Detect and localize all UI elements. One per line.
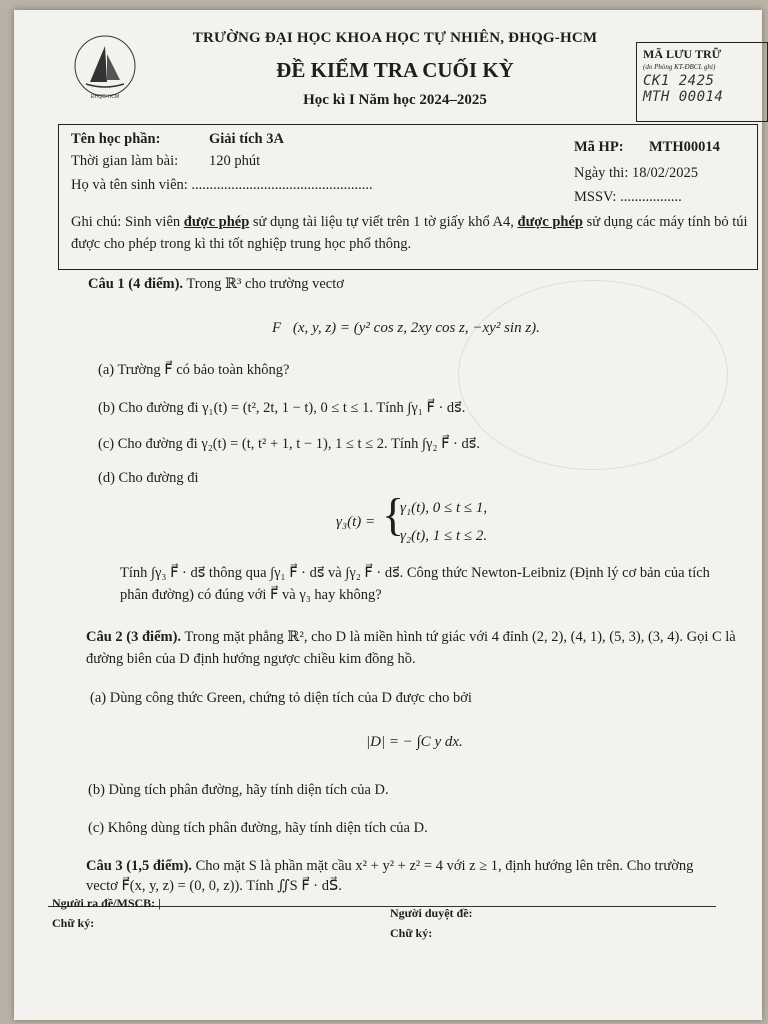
course-name-label: Tên học phần: bbox=[71, 131, 161, 147]
archive-code-box bbox=[636, 42, 768, 122]
q1-vector-field: F⃗(x, y, z) = (y² cos z, 2xy cos z, −xy² sin z). bbox=[272, 320, 540, 336]
archive-note: (do Phòng KT-ĐBCL ghi) bbox=[643, 63, 716, 71]
exam-title: ĐỀ KIỂM TRA CUỐI KỲ bbox=[276, 58, 514, 82]
exam-date: Ngày thi: 18/02/2025 bbox=[574, 165, 699, 181]
question-1-intro: Trong ℝ³ cho trường vectơ bbox=[186, 276, 344, 292]
author-signature-label: Chữ ký: bbox=[52, 916, 95, 930]
course-code-label: Mã HP: bbox=[574, 139, 624, 155]
q1-part-c: (c) Cho đường đi γ₂(t) = (t, t² + 1, t − 1), 1 ≤ t ≤ 2. Tính ∫γ₂ F⃗ · ds⃗. bbox=[98, 436, 480, 452]
question-3-text: Cho mặt S là phần mặt cầu x² + y² + z² = 4 với z ≥ 1, định hướng lên trên. Cho trường vectơ F⃗(x, y, z) = (0, 0, z)). Tính ∬S F⃗ · dS⃗. bbox=[86, 858, 694, 894]
q2-part-c: (c) Không dùng tích phân đường, hãy tính diện tích của D. bbox=[88, 820, 428, 836]
q1-gamma3-case-2: γ₂(t), 1 ≤ t ≤ 2. bbox=[400, 528, 488, 544]
logo-caption: ĐHQG-HCM bbox=[90, 94, 120, 100]
q2-area-formula: |D| = − ∫C y dx. bbox=[366, 734, 463, 750]
author-label: Người ra đề/MSCB: | bbox=[52, 896, 161, 910]
q1-gamma3-case-1: γ₁(t), 0 ≤ t ≤ 1, bbox=[400, 500, 488, 516]
note-part-3: sử dụng các máy tính bỏ túi được cho phép trong kì thi tốt nghiệp trung học phổ thông. bbox=[71, 214, 748, 252]
course-code-value: MTH00014 bbox=[649, 139, 720, 155]
archive-code-1: CK1 2425 bbox=[643, 73, 715, 89]
piecewise-brace: { bbox=[382, 489, 405, 540]
course-name-value: Giải tích 3A bbox=[209, 131, 284, 147]
semester: Học kì I Năm học 2024–2025 bbox=[303, 92, 487, 108]
q2-part-b: (b) Dùng tích phân đường, hãy tính diện tích của D. bbox=[88, 782, 389, 798]
q1-part-b: (b) Cho đường đi γ₁(t) = (t², 2t, 1 − t), 0 ≤ t ≤ 1. Tính ∫γ₁ F⃗ · ds⃗. bbox=[98, 400, 466, 416]
reviewer-label: Người duyệt đề: bbox=[390, 906, 473, 920]
university-logo-icon bbox=[60, 30, 150, 102]
note-emphasis-1: được phép bbox=[183, 214, 250, 230]
q1-gamma3-lhs: γ₃(t) = bbox=[336, 514, 376, 530]
question-2-intro: Trong mặt phẳng ℝ², cho D là miền hình tứ giác với 4 đỉnh (2, 2), (4, 1), (5, 3), (3, 4). Gọi C là đường biên của D định hướng ngược chiều kim đồng hồ. bbox=[86, 629, 736, 667]
archive-code-2: MTH 00014 bbox=[643, 89, 724, 105]
archive-label: MÃ LƯU TRỮ bbox=[643, 47, 722, 61]
student-name-field: Họ và tên sinh viên: .................................................. bbox=[71, 177, 373, 193]
question-2-label: Câu 2 (3 điểm). bbox=[86, 629, 182, 645]
duration-label: Thời gian làm bài: bbox=[71, 153, 179, 169]
q2-part-a: (a) Dùng công thức Green, chứng tỏ diện tích của D được cho bởi bbox=[90, 690, 472, 706]
question-3-label: Câu 3 (1,5 điểm). bbox=[86, 858, 192, 874]
course-info-box bbox=[58, 124, 758, 270]
reviewer-signature-label: Chữ ký: bbox=[390, 926, 433, 940]
q1-part-a: (a) Trường F⃗ có bảo toàn không? bbox=[98, 362, 290, 378]
question-3 bbox=[86, 856, 726, 896]
duration-value: 120 phút bbox=[209, 153, 261, 169]
question-1-label: Câu 1 (4 điểm). bbox=[88, 276, 184, 292]
note-emphasis-2: được phép bbox=[517, 214, 583, 230]
question-1-heading bbox=[88, 276, 344, 293]
note-text bbox=[71, 211, 751, 255]
show-through-circle bbox=[458, 280, 728, 470]
school-name: TRƯỜNG ĐẠI HỌC KHOA HỌC TỰ NHIÊN, ĐHQG-HCM bbox=[192, 30, 598, 46]
note-part-2: sử dụng tài liệu tự viết trên 1 tờ giấy khổ A4, bbox=[249, 214, 518, 230]
q1-part-d: (d) Cho đường đi bbox=[98, 470, 199, 486]
q1-part-d-text: Tính ∫γ₃ F⃗ · ds⃗ thông qua ∫γ₁ F⃗ · ds⃗ và ∫γ₂ F⃗ · ds⃗. Công thức Newton-Leibniz (Định lý cơ bản của tích phân đường) có đúng với F⃗ và γ₃ hay không? bbox=[120, 565, 710, 603]
student-id-field: MSSV: ................. bbox=[574, 189, 682, 205]
question-2-heading bbox=[86, 626, 736, 670]
note-part-1: Ghi chú: Sinh viên bbox=[71, 214, 184, 230]
